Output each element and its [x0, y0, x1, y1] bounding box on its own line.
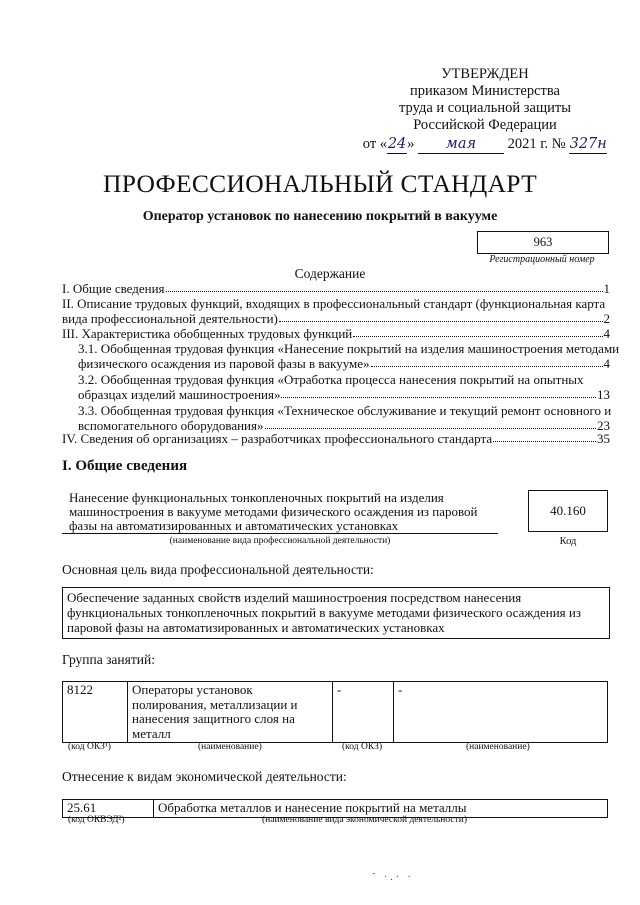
toc-item-text: физического осаждения из паровой фазы в вакууме»: [78, 356, 370, 371]
contents-heading: Содержание: [294, 266, 366, 281]
registration-caption: Регистрационный номер: [489, 254, 595, 265]
scan-marks: ˜ ·.· ·: [372, 872, 414, 883]
toc-page: 4: [603, 356, 610, 371]
occupation-group-table: [62, 681, 608, 743]
econ-activity-name-cell: Обработка металлов и нанесение покрытий на металлы: [154, 800, 608, 818]
handwritten-order-number: 327н: [569, 136, 607, 152]
okz-code-cell: 8122: [63, 682, 128, 743]
approval-line: труда и социальной защиты: [399, 100, 571, 116]
registration-number-box: 963: [477, 231, 609, 254]
toc-page: 2: [603, 311, 610, 326]
toc-item[interactable]: [62, 296, 610, 326]
document-subtitle: Оператор установок по нанесению покрытий в вакууме: [142, 209, 498, 224]
occupation-name-line: металл: [132, 725, 171, 741]
toc-page: 4: [603, 326, 610, 341]
okved-code-cell: 25.61: [63, 800, 154, 818]
activity-line: машиностроения в вакууме методами физического осаждения из паровой: [69, 504, 478, 519]
goal-box: [62, 587, 610, 639]
approval-date-line: от «24» мая 2021 г. № 327н: [362, 136, 607, 152]
occupation-name-line: Операторы установок: [132, 682, 253, 697]
leader-dots: [353, 336, 602, 337]
activity-line: Нанесение функциональных тонкопленочных покрытий на изделия: [69, 490, 444, 505]
leader-dots: [279, 321, 603, 322]
toc-item-text: образцах изделий машиностроения»: [78, 387, 281, 402]
toc-item[interactable]: [62, 326, 610, 341]
toc-item-text: IV. Сведения об организациях – разработчиках профессионального стандарта: [62, 431, 493, 446]
toc-item[interactable]: [78, 341, 620, 371]
activity-caption: (наименование вида профессиональной деятельности): [169, 536, 391, 546]
year-text: 2021 г. №: [507, 136, 566, 152]
toc-page: 13: [597, 387, 610, 402]
occupation-name-line: нанесения защитного слоя на: [132, 711, 295, 726]
leader-dots: [265, 428, 597, 429]
toc-page: 1: [603, 281, 610, 296]
group-caption: (код ОКЗ¹): [68, 742, 111, 752]
toc-item[interactable]: [78, 372, 610, 402]
approval-block: [360, 66, 610, 154]
toc-item[interactable]: [62, 431, 610, 446]
toc-item-text: 3.2. Обобщенная трудовая функция «Отработка процесса нанесения покрытий на опытных: [78, 372, 584, 387]
date-prefix: от «: [362, 136, 388, 152]
group-label: Группа занятий:: [62, 652, 155, 667]
toc-item-text: 3.1. Обобщенная трудовая функция «Нанесение покрытий на изделия машиностроения методами: [78, 341, 620, 356]
toc-page: 35: [597, 431, 610, 446]
approval-line: Российской Федерации: [413, 117, 557, 133]
leader-dots: [281, 397, 596, 398]
activity-line: фазы на автоматизированных и автоматических установках: [69, 518, 399, 533]
group-caption: (код ОКЗ): [342, 742, 383, 752]
group-caption: (наименование): [198, 742, 262, 752]
document-title: ПРОФЕССИОНАЛЬНЫЙ СТАНДАРТ: [103, 169, 537, 198]
occupation-name-line: полирования, металлизации и: [132, 696, 298, 712]
approval-line: приказом Министерства: [410, 83, 560, 99]
toc-item[interactable]: [78, 403, 610, 433]
handwritten-month: мая: [418, 136, 504, 154]
toc-item-text: I. Общие сведения: [62, 281, 165, 296]
goal-line: Обеспечение заданных свойств изделий машиностроения посредством нанесения: [67, 590, 522, 605]
toc-item-text: II. Описание трудовых функций, входящих в профессиональный стандарт (функциональная карта: [62, 296, 606, 311]
econ-label: Отнесение к видам экономической деятельности:: [62, 769, 347, 784]
activity-code-box: 40.160: [528, 490, 608, 532]
toc-page: 23: [597, 418, 610, 433]
toc-item-text: вида профессиональной деятельности): [62, 311, 278, 326]
activity-underline: [62, 533, 498, 534]
leader-dots: [166, 291, 603, 292]
code-caption: Код: [559, 536, 577, 547]
goal-label: Основная цель вида профессиональной деятельности:: [62, 562, 374, 577]
econ-caption: (код ОКВЭД²): [68, 815, 125, 825]
goal-line: паровой фазы на автоматизированных и автоматических установках: [67, 620, 445, 635]
toc-item-text: 3.3. Обобщенная трудовая функция «Техническое обслуживание и текущий ремонт основного и: [78, 403, 612, 418]
toc-item-text: III. Характеристика обобщенных трудовых функций: [62, 326, 353, 341]
leader-dots: [493, 441, 596, 442]
leader-dots: [371, 366, 603, 367]
toc-item-text: вспомогательного оборудования»: [78, 418, 264, 433]
section-heading: I. Общие сведения: [62, 458, 188, 474]
approval-title: УТВЕРЖДЕН: [441, 66, 529, 82]
toc-item[interactable]: [62, 281, 610, 296]
handwritten-day: 24: [387, 136, 407, 152]
activity-name: [69, 491, 509, 533]
occupation-name-cell: [128, 682, 333, 743]
goal-line: функциональных тонкопленочных покрытий в вакууме методами физического осаждения из: [67, 605, 581, 620]
occupation-name-cell: -: [394, 682, 608, 743]
group-caption: (наименование): [466, 742, 530, 752]
okz-code-cell: -: [333, 682, 394, 743]
econ-caption: (наименование вида экономической деятельности): [262, 815, 467, 825]
